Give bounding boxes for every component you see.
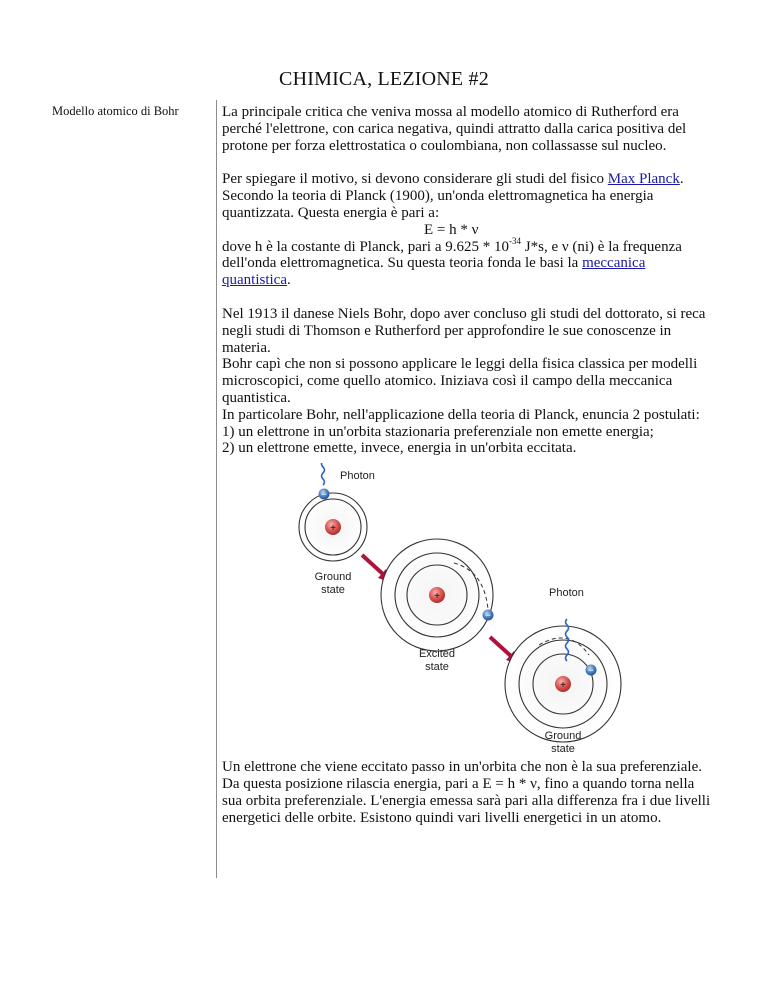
ground-state-label-2a: Ground [544, 730, 582, 743]
svg-text:−: − [321, 489, 327, 501]
main-content [222, 104, 712, 826]
ground-state-label-1a: Ground [314, 571, 352, 584]
postulate-2: 2) un elettrone emette, invece, energia in un'orbita eccitata. [222, 440, 577, 457]
planck-text-end: . Secondo la teoria di Planck (1900), un'onda elettromagnetica ha energia quantizzata. Questa energia è pari a: [222, 171, 684, 221]
column-divider [216, 100, 217, 878]
photon-label-2: Photon [549, 587, 584, 600]
ground-state-label-1b: state [321, 584, 345, 597]
svg-text:+: + [434, 591, 440, 603]
planck-text-start: Per spiegare il motivo, si devono considerare gli studi del fisico [222, 171, 608, 188]
atom-ground-state-2 [505, 587, 621, 755]
paragraph-planck [222, 171, 712, 221]
photon-wave-1 [322, 463, 325, 485]
bohr-diagram-svg [222, 463, 712, 759]
postulate-1: 1) un elettrone in un'orbita stazionaria preferenziale non emette energia; [222, 423, 654, 440]
sidebar-topic-label: Modello atomico di Bohr [52, 104, 179, 118]
excited-state-label-a: Excited [418, 648, 456, 661]
photon-label-1: Photon [340, 470, 375, 483]
paragraph-rutherford-critique: La principale critica che veniva mossa al modello atomico di Rutherford era perché l'elettrone, con carica negativa, quindi attratto dalla carica positiva del protone per forza elettrostatica o coulombiana, non collassasse sul nucleo. [222, 104, 687, 154]
atom-excited-state [381, 539, 494, 673]
paragraph-bohr-postulates: In particolare Bohr, nell'applicazione della teoria di Planck, enuncia 2 postulati: [222, 406, 700, 423]
excited-state-label-b: state [425, 661, 449, 674]
svg-text:−: − [588, 665, 594, 677]
exponent: -34 [509, 235, 522, 246]
meccanica-quantistica-link[interactable]: meccanica quantistica [222, 255, 646, 289]
svg-text:+: + [330, 523, 336, 535]
atom-ground-state-1 [299, 463, 375, 596]
page-title: CHIMICA, LEZIONE #2 [279, 68, 489, 90]
paragraph-excitation: Un elettrone che viene eccitato passo in un'orbita che non è la sua preferenziale. Da questa posizione rilascia energia, pari a E = h * ν, fino a quando torna nella sua orbita preferenziale. L'energia emessa sarà pari alla differenza fra i due livelli energetici delle orbite. Esistono quindi vari livelli energetici in un atomo. [222, 759, 711, 826]
bohr-diagram [222, 463, 712, 759]
planck-constant-text: dove h è la costante di Planck, pari a 9.625 * 10 [222, 238, 510, 255]
max-planck-link[interactable]: Max Planck [607, 171, 680, 188]
svg-text:−: − [485, 610, 491, 622]
ground-state-label-2b: state [551, 743, 575, 756]
svg-text:+: + [560, 680, 566, 692]
paragraph-planck-constant: dove h è la costante di Planck, pari a $9.625 * 10^{-34}$ J*s, e ν (ni) è la frequenza dell'onda elettromagnetica. Su questa teoria fonda le basi la meccanica quantistica. [222, 235, 682, 289]
planck-formula: E = h * ν [424, 221, 479, 238]
paragraph-bohr-intro: Nel 1913 il danese Niels Bohr, dopo aver concluso gli studi del dottorato, si reca negli studi di Thomson e Rutherford per approfondire le sue conoscenze in materia. [222, 305, 706, 356]
frequency-text: J*s, e ν (ni) è la frequenza dell'onda elettromagnetica. Su questa teoria fonda le basi la [222, 238, 682, 272]
paragraph-bohr-classical: Bohr capì che non si possono applicare le leggi della fisica classica per modelli microscopici, come quello atomico. Iniziava così il campo della meccanica quantistica. [222, 356, 698, 406]
